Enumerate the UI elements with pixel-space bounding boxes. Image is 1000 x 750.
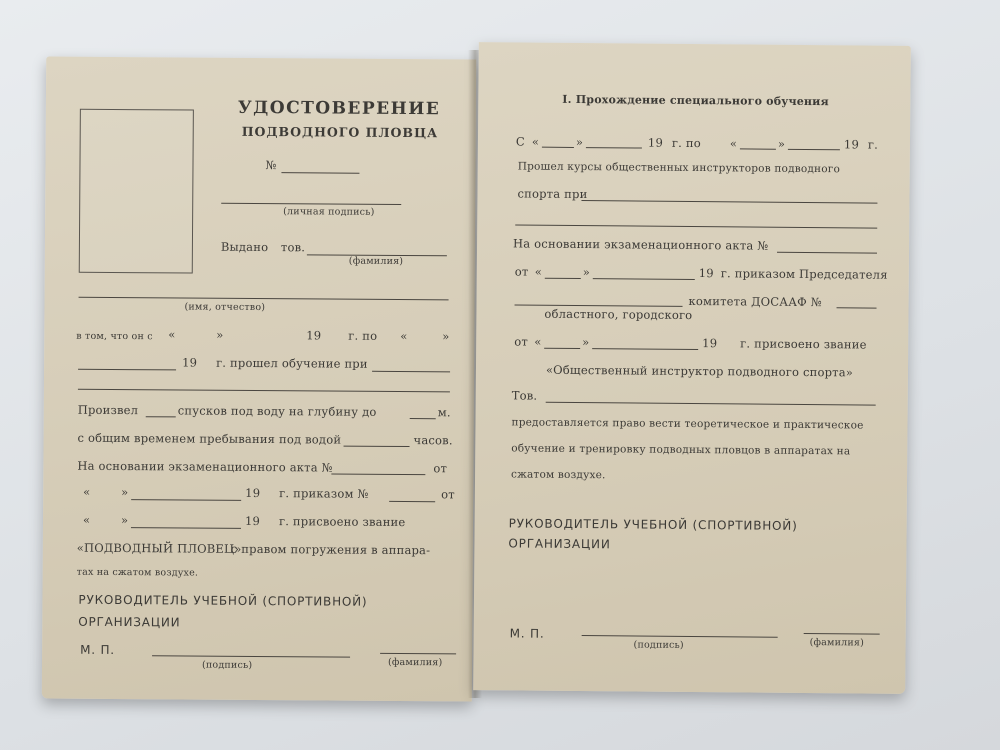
rank-text-3: тах на сжатом воздухе. xyxy=(76,566,199,579)
order-line xyxy=(389,501,435,502)
surname-line-r xyxy=(804,633,880,635)
exam-label-r: На основании экзаменационного акта № xyxy=(513,236,769,253)
month-line-r2 xyxy=(788,149,840,150)
rights-2: обучение и тренировку подводных пловцов в аппаратах на xyxy=(511,442,851,458)
time-line xyxy=(344,446,410,447)
year-label-1: 19 xyxy=(306,328,322,343)
g-po-label-r: г. по xyxy=(671,135,701,151)
quote-open-2: « xyxy=(400,328,408,344)
signature-line xyxy=(152,655,350,657)
rank-label-r: г. присвоено звание xyxy=(740,336,867,352)
training-line-2 xyxy=(78,389,450,393)
committee-number-line xyxy=(837,307,877,308)
year-label-2: 19 xyxy=(182,355,198,370)
mp-label: М. П. xyxy=(80,642,115,658)
courses-line-2 xyxy=(515,224,877,228)
exam-label: На основании экзаменационного акта № xyxy=(77,458,333,475)
day-line-r2 xyxy=(740,148,776,149)
time-label-1: с общим временем пребывания под водой xyxy=(77,430,342,447)
depth-line xyxy=(410,418,436,419)
quote-open-1: « xyxy=(168,327,176,342)
tov-line-r xyxy=(546,402,876,406)
quote-open-4: « xyxy=(82,512,91,527)
tov-label: тов. xyxy=(280,240,306,255)
year-label-4: 19 xyxy=(244,513,261,529)
personal-signature-line xyxy=(221,203,401,205)
day-line-r4 xyxy=(544,348,580,349)
exam-line xyxy=(331,474,425,476)
committee-label: комитета ДОСААФ № xyxy=(688,293,822,310)
quote-open-r3: « xyxy=(534,264,543,279)
year-label-r2: 19 xyxy=(843,137,860,152)
g-label-r: г. xyxy=(867,137,879,152)
date-line-1 xyxy=(78,369,176,371)
quote-close-r2: » xyxy=(777,136,786,151)
quote-close-3: » xyxy=(121,485,129,500)
surname-line-2 xyxy=(380,653,456,655)
certificate-subtitle: ПОДВОДНОГО ПЛОВЦА xyxy=(241,123,439,141)
courses-label-1: Прошел курсы общественных инструкторов подводного xyxy=(517,160,841,176)
number-line xyxy=(281,172,359,174)
month-line-r1 xyxy=(586,147,642,148)
signature-label: (подпись) xyxy=(201,659,253,671)
head-title-1: РУКОВОДИТЕЛЬ УЧЕБНОЙ (СПОРТИВНОЙ) xyxy=(78,592,368,609)
dives-label-1: Произвел xyxy=(77,402,139,418)
c-label: С xyxy=(515,134,526,149)
dives-label-2: спусков под воду на глубину до xyxy=(177,403,377,419)
training-line xyxy=(372,371,450,373)
name-line xyxy=(79,297,449,301)
mp-label-r: М. П. xyxy=(509,626,545,641)
quote-close-4: » xyxy=(120,513,129,528)
issued-label: Выдано xyxy=(220,239,269,255)
date-line-2 xyxy=(131,499,241,501)
day-line-r1 xyxy=(542,147,574,148)
rank-text-1: «ПОДВОДНЫЙ ПЛОВЕЦ» xyxy=(76,540,242,556)
number-label: № xyxy=(265,158,277,173)
dives-label-3: м. xyxy=(437,405,451,420)
ot-label-1: от xyxy=(433,461,448,476)
instructor-rank: «Общественный инструктор подводного спорта» xyxy=(545,362,854,380)
surname-label: (фамилия) xyxy=(348,255,404,268)
order-label: г. приказом № xyxy=(279,486,369,501)
order-label-r: г. приказом Председателя xyxy=(720,266,888,282)
g-po-label: г. по xyxy=(348,328,378,343)
year-label-r1: 19 xyxy=(647,135,664,150)
quote-open-r2: « xyxy=(729,136,738,151)
rank-label: г. присвоено звание xyxy=(278,514,406,530)
year-label-r3: 19 xyxy=(698,266,714,281)
rights-3: сжатом воздухе. xyxy=(511,468,606,482)
right-page xyxy=(473,42,911,694)
month-line-r4 xyxy=(592,348,698,350)
signature-label-r: (подпись) xyxy=(633,639,684,651)
from-label: в том, что он с xyxy=(76,330,153,343)
quote-close-2: » xyxy=(442,329,450,344)
quote-close-1: » xyxy=(216,327,224,342)
quote-close-r3: » xyxy=(582,265,591,280)
personal-signature-label: (личная подпись) xyxy=(283,206,375,218)
head-title-r2: ОРГАНИЗАЦИИ xyxy=(508,536,611,552)
quote-close-r4: » xyxy=(582,335,590,350)
surname-label-2: (фамилия) xyxy=(387,656,443,669)
date-line-3 xyxy=(131,527,241,529)
courses-label-2: спорта при xyxy=(517,186,588,202)
year-label-r4: 19 xyxy=(702,336,718,351)
photo-placeholder xyxy=(79,109,194,274)
quote-open-r4: « xyxy=(534,334,542,349)
rights-1: предоставляется право вести теоретическое и практическое xyxy=(511,416,864,432)
tov-label-r: Тов. xyxy=(511,388,538,403)
quote-open-r1: « xyxy=(531,134,540,149)
name-label: (имя, отчество) xyxy=(184,301,266,314)
signature-line-r xyxy=(582,635,778,638)
left-page xyxy=(42,57,476,702)
quote-open-3: « xyxy=(83,484,91,499)
dives-count-line xyxy=(146,416,176,417)
ot-label-2: от xyxy=(441,487,455,502)
month-line-r3 xyxy=(593,278,695,280)
surname-label-r: (фамилия) xyxy=(809,637,865,649)
day-line-r3 xyxy=(545,278,581,279)
courses-line-1 xyxy=(581,200,877,204)
quote-close-r1: » xyxy=(575,134,584,150)
head-title-2: ОРГАНИЗАЦИИ xyxy=(78,614,181,630)
rank-text-2: с правом погружения в аппара- xyxy=(230,541,431,558)
exam-line-r xyxy=(777,252,877,254)
regional-label: областного, городского xyxy=(544,306,693,323)
certificate-title: УДОСТОВЕРЕНИЕ xyxy=(237,97,441,120)
section-title: I. Прохождение специального обучения xyxy=(562,92,829,109)
head-title-r1: РУКОВОДИТЕЛЬ УЧЕБНОЙ (СПОРТИВНОЙ) xyxy=(508,516,798,533)
year-label-3: 19 xyxy=(245,485,261,501)
time-label-2: часов. xyxy=(413,433,453,448)
ot-label-r1: от xyxy=(514,264,529,279)
training-label: г. прошел обучение при xyxy=(216,355,368,371)
ot-label-r2: от xyxy=(514,334,528,349)
